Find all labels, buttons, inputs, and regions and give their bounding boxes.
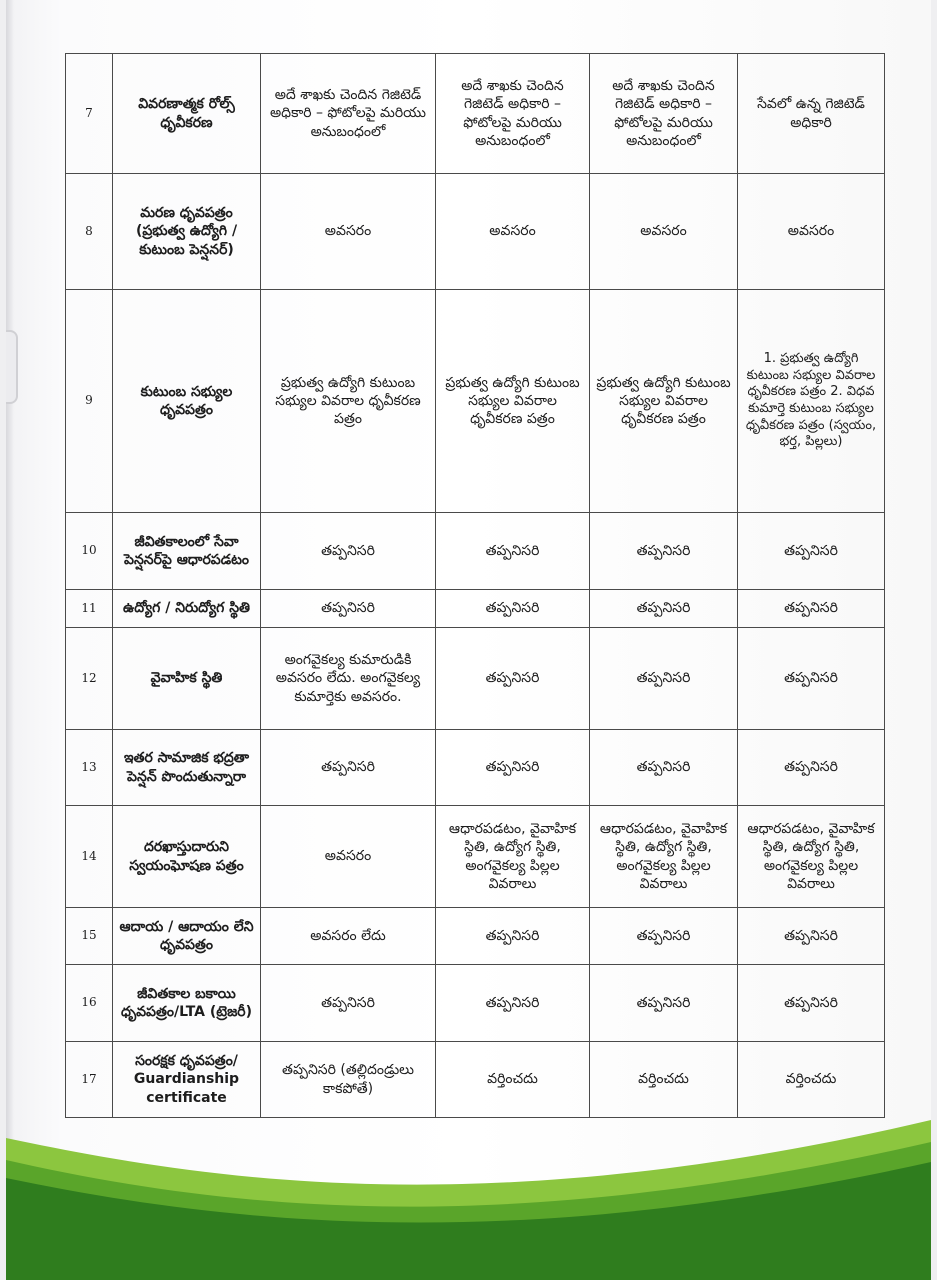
table-cell: తప్పనిసరి xyxy=(738,513,885,590)
table-cell: తప్పనిసరి xyxy=(590,513,738,590)
row-number: 11 xyxy=(66,590,113,628)
table-row xyxy=(66,174,885,290)
table-cell: అవసరం లేదు xyxy=(261,908,436,965)
table-cell: తప్పనిసరి xyxy=(590,965,738,1042)
row-item: మరణ ధృవపత్రం (ప్రభుత్వ ఉద్యోగి / కుటుంబ పెన్షనర్) xyxy=(113,174,261,290)
row-number: 17 xyxy=(66,1042,113,1118)
table-cell: తప్పనిసరి xyxy=(738,908,885,965)
row-number: 16 xyxy=(66,965,113,1042)
table-cell: ఆధారపడటం, వైవాహిక స్థితి, ఉద్యోగ స్థితి, అంగవైకల్య పిల్లల వివరాలు xyxy=(436,806,590,908)
row-item: జీవితకాల బకాయి ధృవపత్రం/LTA (ట్రెజరీ) xyxy=(113,965,261,1042)
table-cell: తప్పనిసరి xyxy=(590,590,738,628)
row-number: 15 xyxy=(66,908,113,965)
pension-documents-table xyxy=(65,53,885,1118)
table-cell: తప్పనిసరి xyxy=(738,730,885,806)
table-row xyxy=(66,965,885,1042)
table-cell: తప్పనిసరి xyxy=(590,730,738,806)
table-cell: అదే శాఖకు చెందిన గెజిటెడ్ అధికారి – ఫోటోలపై మరియు అనుబంధంలో xyxy=(436,54,590,174)
row-item: కుటుంబ సభ్యుల ధృవపత్రం xyxy=(113,290,261,513)
table-cell: ప్రభుత్వ ఉద్యోగి కుటుంబ సభ్యుల వివరాల ధృవీకరణ పత్రం xyxy=(436,290,590,513)
table-cell: ఆధారపడటం, వైవాహిక స్థితి, ఉద్యోగ స్థితి, అంగవైకల్య పిల్లల వివరాలు xyxy=(590,806,738,908)
table-cell: తప్పనిసరి xyxy=(261,965,436,1042)
row-number: 7 xyxy=(66,54,113,174)
row-number: 9 xyxy=(66,290,113,513)
table-cell: అవసరం xyxy=(436,174,590,290)
table-cell: తప్పనిసరి (తల్లిదండ్రులు కాకపోతే) xyxy=(261,1042,436,1118)
table-cell: తప్పనిసరి xyxy=(738,965,885,1042)
row-item: వైవాహిక స్థితి xyxy=(113,628,261,730)
row-number: 13 xyxy=(66,730,113,806)
table-cell: తప్పనిసరి xyxy=(590,628,738,730)
table-cell: అదే శాఖకు చెందిన గెజిటెడ్ అధికారి – ఫోటోలపై మరియు అనుబంధంలో xyxy=(590,54,738,174)
row-number: 8 xyxy=(66,174,113,290)
table-cell: వర్తించదు xyxy=(738,1042,885,1118)
table-cell: అవసరం xyxy=(738,174,885,290)
table-row xyxy=(66,908,885,965)
table-cell: ప్రభుత్వ ఉద్యోగి కుటుంబ సభ్యుల వివరాల ధృవీకరణ పత్రం xyxy=(590,290,738,513)
table-cell: తప్పనిసరి xyxy=(261,730,436,806)
table-cell: 1. ప్రభుత్వ ఉద్యోగి కుటుంబ సభ్యుల వివరాల ధృవీకరణ పత్రం 2. విధవ కుమార్తె కుటుంబ సభ్యుల ధృవీకరణ పత్రం (స్వయం, భర్త, పిల్లలు) xyxy=(738,290,885,513)
green-wave-footer xyxy=(6,1120,931,1280)
row-item: సంరక్షక ధృవపత్రం/ Guardianship certificate xyxy=(113,1042,261,1118)
table-row xyxy=(66,290,885,513)
document-page xyxy=(6,0,931,1280)
row-number: 10 xyxy=(66,513,113,590)
staple xyxy=(6,330,18,404)
row-number: 12 xyxy=(66,628,113,730)
table-row xyxy=(66,806,885,908)
table-cell: అదే శాఖకు చెందిన గెజిటెడ్ అధికారి – ఫోటోలపై మరియు అనుబంధంలో xyxy=(261,54,436,174)
table-cell: తప్పనిసరి xyxy=(436,908,590,965)
row-number: 14 xyxy=(66,806,113,908)
table-cell: వర్తించదు xyxy=(436,1042,590,1118)
table-row xyxy=(66,54,885,174)
table-cell: తప్పనిసరి xyxy=(436,513,590,590)
table-cell: ప్రభుత్వ ఉద్యోగి కుటుంబ సభ్యుల వివరాల ధృవీకరణ పత్రం xyxy=(261,290,436,513)
table-cell: అవసరం xyxy=(261,806,436,908)
row-item: ఆదాయ / ఆదాయం లేని ధృవపత్రం xyxy=(113,908,261,965)
table-row xyxy=(66,513,885,590)
table-cell: అంగవైకల్య కుమారుడికి అవసరం లేదు. అంగవైకల్య కుమార్తెకు అవసరం. xyxy=(261,628,436,730)
row-item: దరఖాస్తుదారుని స్వయంఘోషణ పత్రం xyxy=(113,806,261,908)
table-cell: ఆధారపడటం, వైవాహిక స్థితి, ఉద్యోగ స్థితి, అంగవైకల్య పిల్లల వివరాలు xyxy=(738,806,885,908)
table-cell: తప్పనిసరి xyxy=(261,590,436,628)
table-cell: తప్పనిసరి xyxy=(590,908,738,965)
table-row xyxy=(66,590,885,628)
row-item: ఇతర సామాజిక భద్రతా పెన్షన్ పొందుతున్నారా xyxy=(113,730,261,806)
row-item: ఉద్యోగ / నిరుద్యోగ స్థితి xyxy=(113,590,261,628)
table-cell: అవసరం xyxy=(261,174,436,290)
page-binding-edge xyxy=(6,0,14,1280)
table-cell: అవసరం xyxy=(590,174,738,290)
table-cell: తప్పనిసరి xyxy=(436,730,590,806)
table-cell: తప్పనిసరి xyxy=(261,513,436,590)
table-cell: తప్పనిసరి xyxy=(436,628,590,730)
table-row xyxy=(66,1042,885,1118)
table-row xyxy=(66,730,885,806)
row-item: వివరణాత్మక రోల్స్ ధృవీకరణ xyxy=(113,54,261,174)
table-cell: తప్పనిసరి xyxy=(738,628,885,730)
table-cell: సేవలో ఉన్న గెజిటెడ్ అధికారి xyxy=(738,54,885,174)
table-cell: వర్తించదు xyxy=(590,1042,738,1118)
row-item: జీవితకాలంలో సేవా పెన్షనర్‌పై ఆధారపడటం xyxy=(113,513,261,590)
table-cell: తప్పనిసరి xyxy=(436,965,590,1042)
table-row xyxy=(66,628,885,730)
table-cell: తప్పనిసరి xyxy=(738,590,885,628)
table-cell: తప్పనిసరి xyxy=(436,590,590,628)
